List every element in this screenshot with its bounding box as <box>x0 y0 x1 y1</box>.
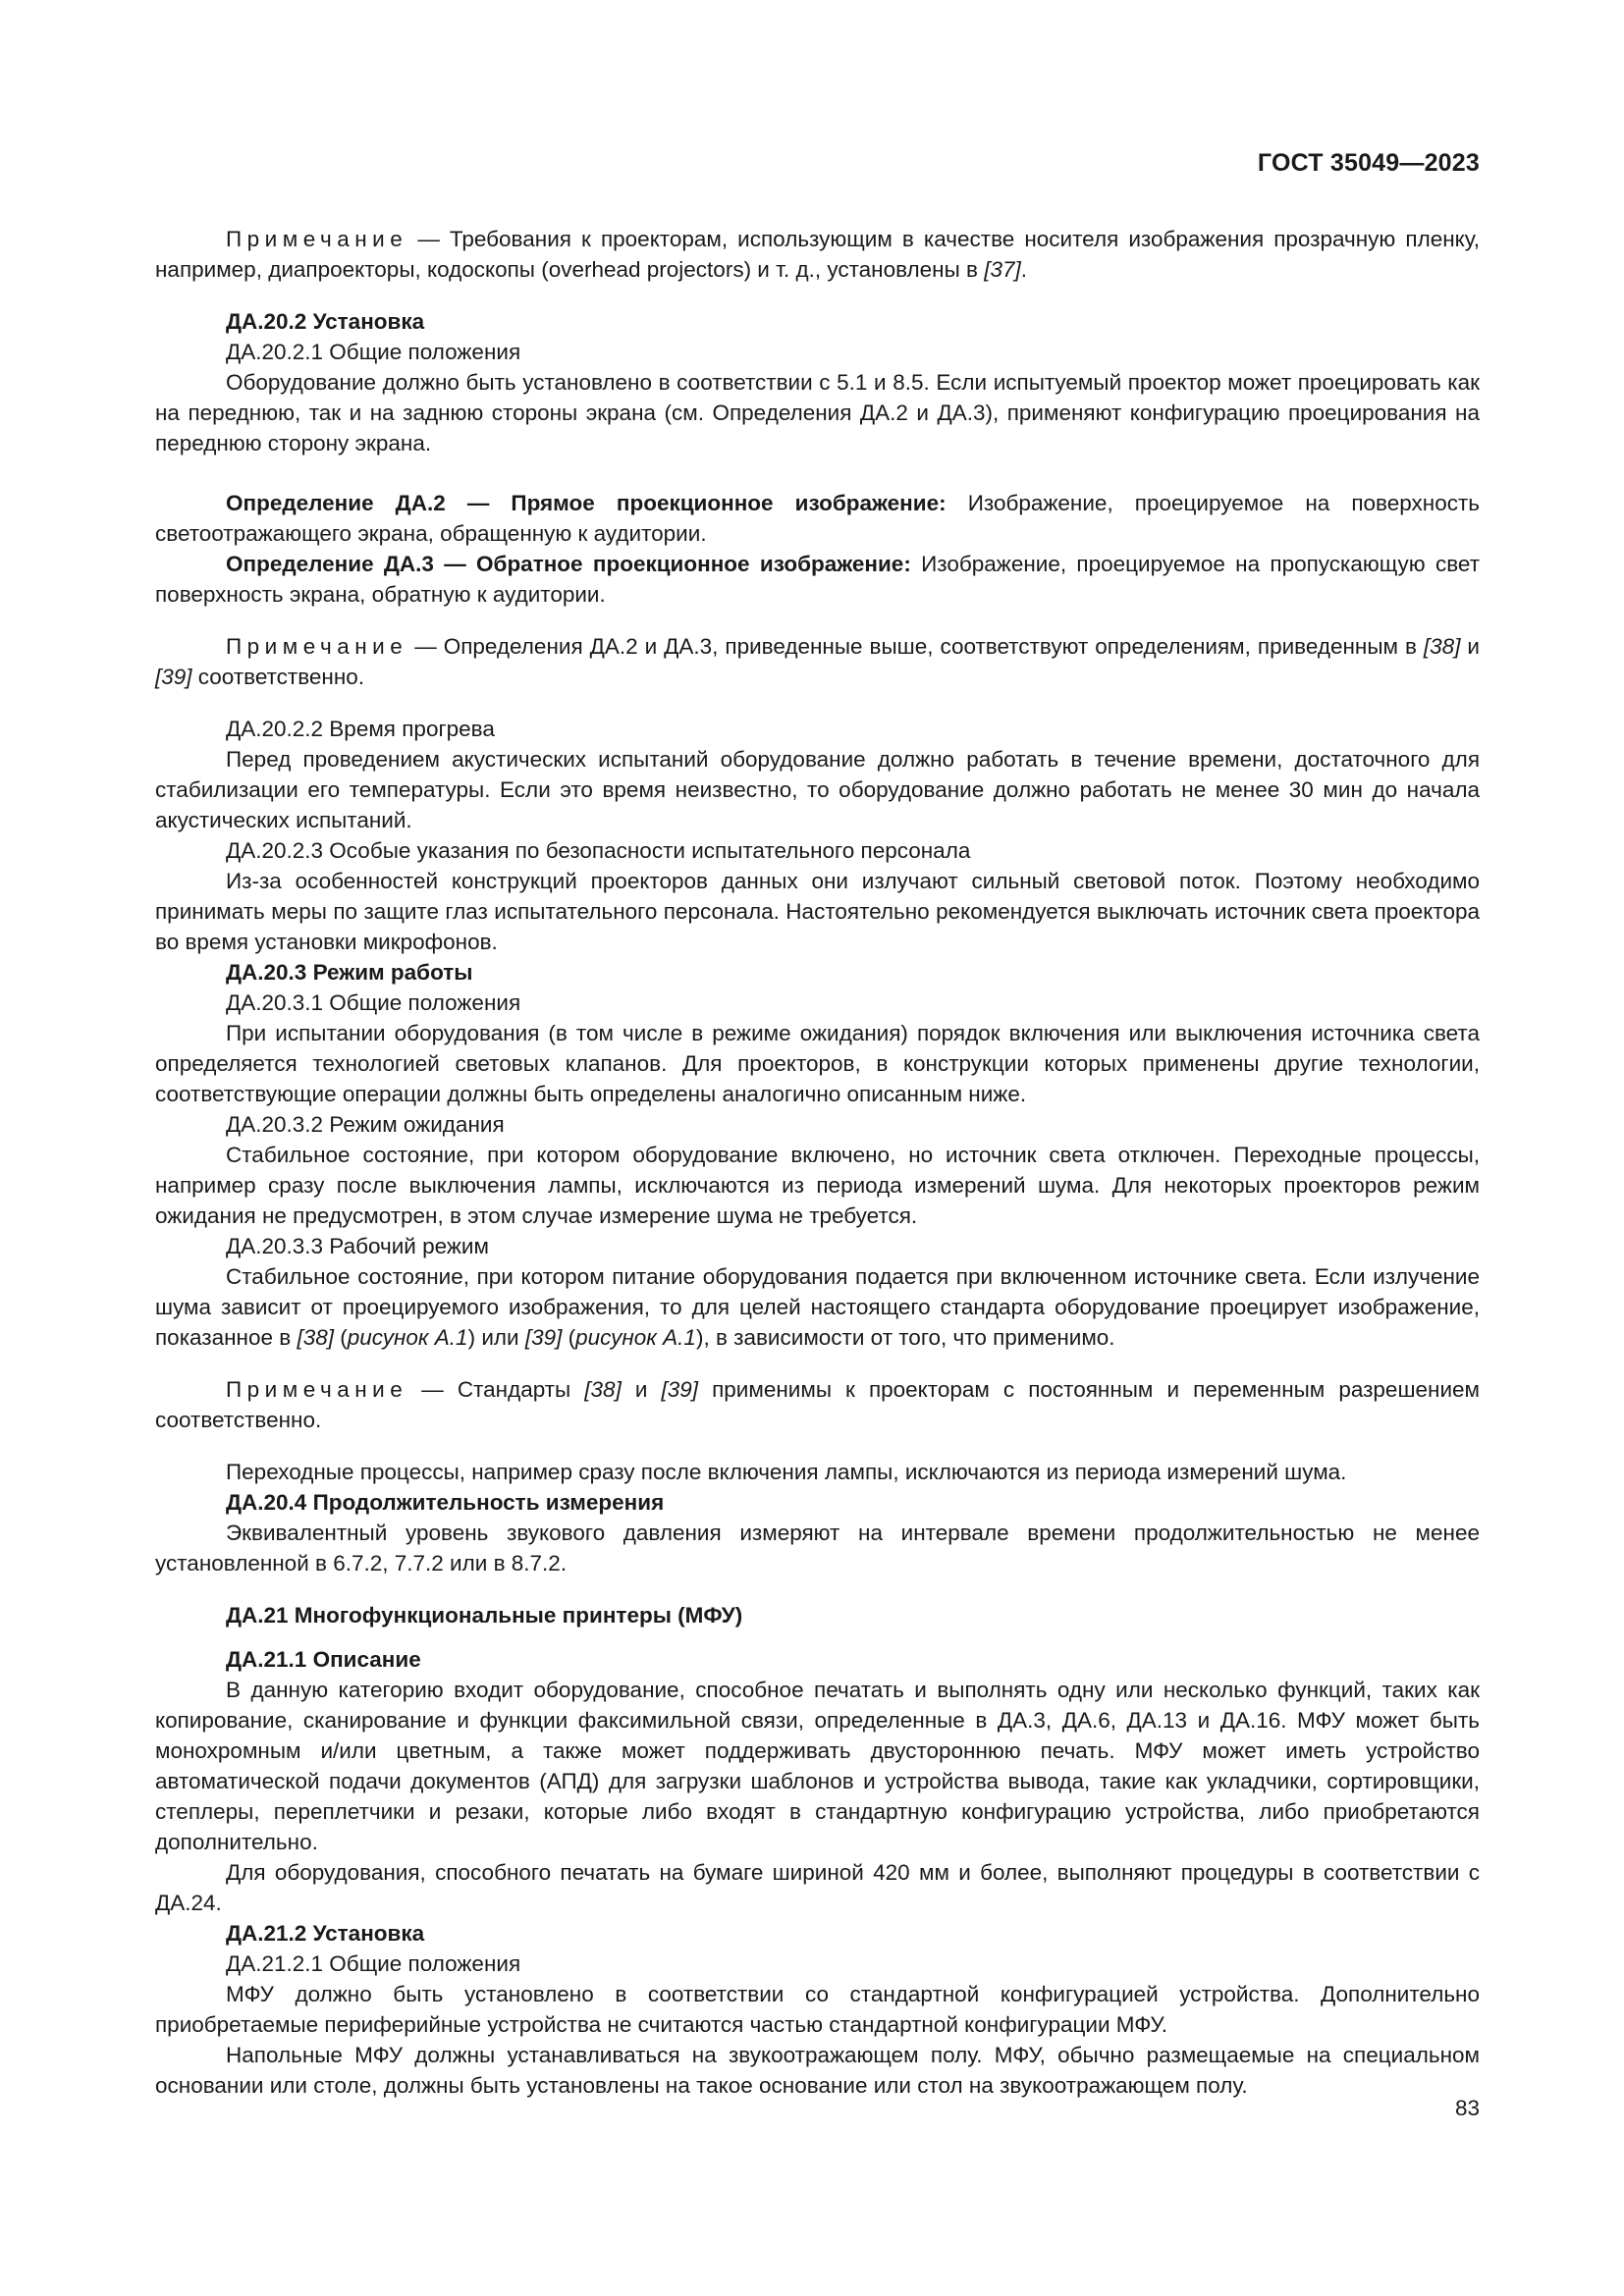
reference: [38] <box>297 1325 334 1350</box>
note-paragraph: Примечание — Стандарты [38] и [39] применимы к проекторам с постоянным и переменным разрешением соответственно. <box>155 1377 1480 1432</box>
paragraph: Оборудование должно быть установлено в соответствии с 5.1 и 8.5. Если испытуемый проектор может проецировать как на переднюю, так и на заднюю стороны экрана (см. Определения ДА.2 и ДА.3), применяют конфигурацию проецирования на переднюю сторону экрана. <box>155 370 1480 455</box>
reference: [38] <box>584 1377 622 1402</box>
note-label: Примечание <box>226 634 408 659</box>
section-heading: ДА.20.4 Продолжительность измерения <box>226 1490 665 1515</box>
reference: [37] <box>984 257 1021 282</box>
note-label: Примечание <box>226 1377 408 1402</box>
paragraph: Стабильное состояние, при котором питание оборудования подается при включенном источнике света. Если излучение шума зависит от проецируемого изображения, то для целей настоящего стандарта оборудование проецирует изображение, показанное в [38] (рисунок А.1) или [39] (рисунок А.1), в зависимости от того, что применимо. <box>155 1264 1480 1350</box>
reference: [38] <box>1423 634 1461 659</box>
subsection-title: ДА.20.3.3 Рабочий режим <box>226 1234 489 1258</box>
document-header: ГОСТ 35049—2023 <box>1257 149 1480 177</box>
page-body <box>155 224 1480 2101</box>
paragraph: Из-за особенностей конструкций проекторов данных они излучают сильный световой поток. Поэтому необходимо принимать меры по защите глаз испытательного персонала. Настоятельно рекомендуется выключать источник света проектора во время установки микрофонов. <box>155 869 1480 954</box>
definition: Определение ДА.2 — Прямое проекционное изображение: Изображение, проецируемое на поверхность светоотражающего экрана, обращенную к аудитории. <box>155 491 1480 546</box>
paragraph: Стабильное состояние, при котором оборудование включено, но источник света отключен. Переходные процессы, например сразу после выключения лампы, исключаются из периода измерений шума. Для некоторых проекторов режим ожидания не предусмотрен, в этом случае измерение шума не требуется. <box>155 1143 1480 1228</box>
definition-term: Определение ДА.3 — Обратное проекционное изображение: <box>226 552 911 576</box>
section-heading: ДА.20.3 Режим работы <box>226 960 473 985</box>
definition: Определение ДА.3 — Обратное проекционное изображение: Изображение, проецируемое на пропускающую свет поверхность экрана, обратную к аудитории. <box>155 552 1480 607</box>
page-number: 83 <box>1454 2096 1480 2120</box>
subsection-title: ДА.20.3.1 Общие положения <box>226 990 521 1015</box>
note-paragraph: Примечание — Требования к проекторам, использующим в качестве носителя изображения прозрачную пленку, например, диапроекторы, кодоскопы (overhead projectors) и т. д., установлены в [37]. <box>155 227 1480 282</box>
section-heading: ДА.21.2 Установка <box>226 1921 425 1946</box>
subsection-title: ДА.20.2.3 Особые указания по безопасности испытательного персонала <box>226 838 971 863</box>
paragraph: МФУ должно быть установлено в соответствии со стандартной конфигурацией устройства. Дополнительно приобретаемые периферийные устройства не считаются частью стандартной конфигурации МФУ. <box>155 1982 1480 2037</box>
subsection-title: ДА.20.2.1 Общие положения <box>226 340 521 364</box>
section-heading: ДА.21.1 Описание <box>226 1647 421 1672</box>
paragraph: Для оборудования, способного печатать на бумаге шириной 420 мм и более, выполняют процедуры в соответствии с ДА.24. <box>155 1860 1480 1915</box>
subsection-title: ДА.20.3.2 Режим ожидания <box>226 1112 505 1137</box>
subsection-title: ДА.21.2.1 Общие положения <box>226 1951 521 1976</box>
paragraph: В данную категорию входит оборудование, способное печатать и выполнять одну или несколько функций, таких как копирование, сканирование и функции факсимильной связи, определенные в ДА.3, ДА.6, ДА.13 и ДА.16. МФУ может быть монохромным и/или цветным, а также может поддерживать двустороннюю печать. МФУ может иметь устройство автоматической подачи документов (АПД) для загрузки шаблонов и устройства вывода, такие как укладчики, сортировщики, степлеры, переплетчики и резаки, которые либо входят в стандартную конфигурацию устройства, либо приобретаются дополнительно. <box>155 1678 1480 1854</box>
paragraph: Напольные МФУ должны устанавливаться на звукоотражающем полу. МФУ, обычно размещаемые на специальном основании или столе, должны быть установлены на такое основание или стол на звукоотражающем полу. <box>155 2043 1480 2098</box>
clause-heading: ДА.21 Многофункциональные принтеры (МФУ) <box>226 1603 743 1628</box>
subsection-title: ДА.20.2.2 Время прогрева <box>226 717 495 741</box>
paragraph: Перед проведением акустических испытаний оборудование должно работать в течение времени, достаточного для стабилизации его температуры. Если это время неизвестно, то оборудование должно работать не менее 30 мин до начала акустических испытаний. <box>155 747 1480 832</box>
reference: [39] <box>524 1325 563 1350</box>
reference: [39] <box>155 665 192 689</box>
paragraph: Переходные процессы, например сразу после включения лампы, исключаются из периода измерений шума. <box>226 1460 1347 1484</box>
definition-term: Определение ДА.2 — Прямое проекционное изображение: <box>226 491 947 515</box>
section-heading: ДА.20.2 Установка <box>226 309 425 334</box>
note-label: Примечание <box>226 227 408 251</box>
paragraph: Эквивалентный уровень звукового давления измеряют на интервале времени продолжительностью не менее установленной в 6.7.2, 7.7.2 или в 8.7.2. <box>155 1521 1480 1575</box>
reference: [39] <box>661 1377 699 1402</box>
figure-reference: рисунок А.1 <box>575 1325 696 1350</box>
paragraph: При испытании оборудования (в том числе в режиме ожидания) порядок включения или выключения источника света определяется технологией световых клапанов. Для проекторов, в конструкции которых применены другие технологии, соответствующие операции должны быть определены аналогично описанным ниже. <box>155 1021 1480 1106</box>
figure-reference: рисунок А.1 <box>347 1325 468 1350</box>
note-paragraph: Примечание — Определения ДА.2 и ДА.3, приведенные выше, соответствуют определениям, приведенным в [38] и [39] соответственно. <box>155 634 1481 689</box>
